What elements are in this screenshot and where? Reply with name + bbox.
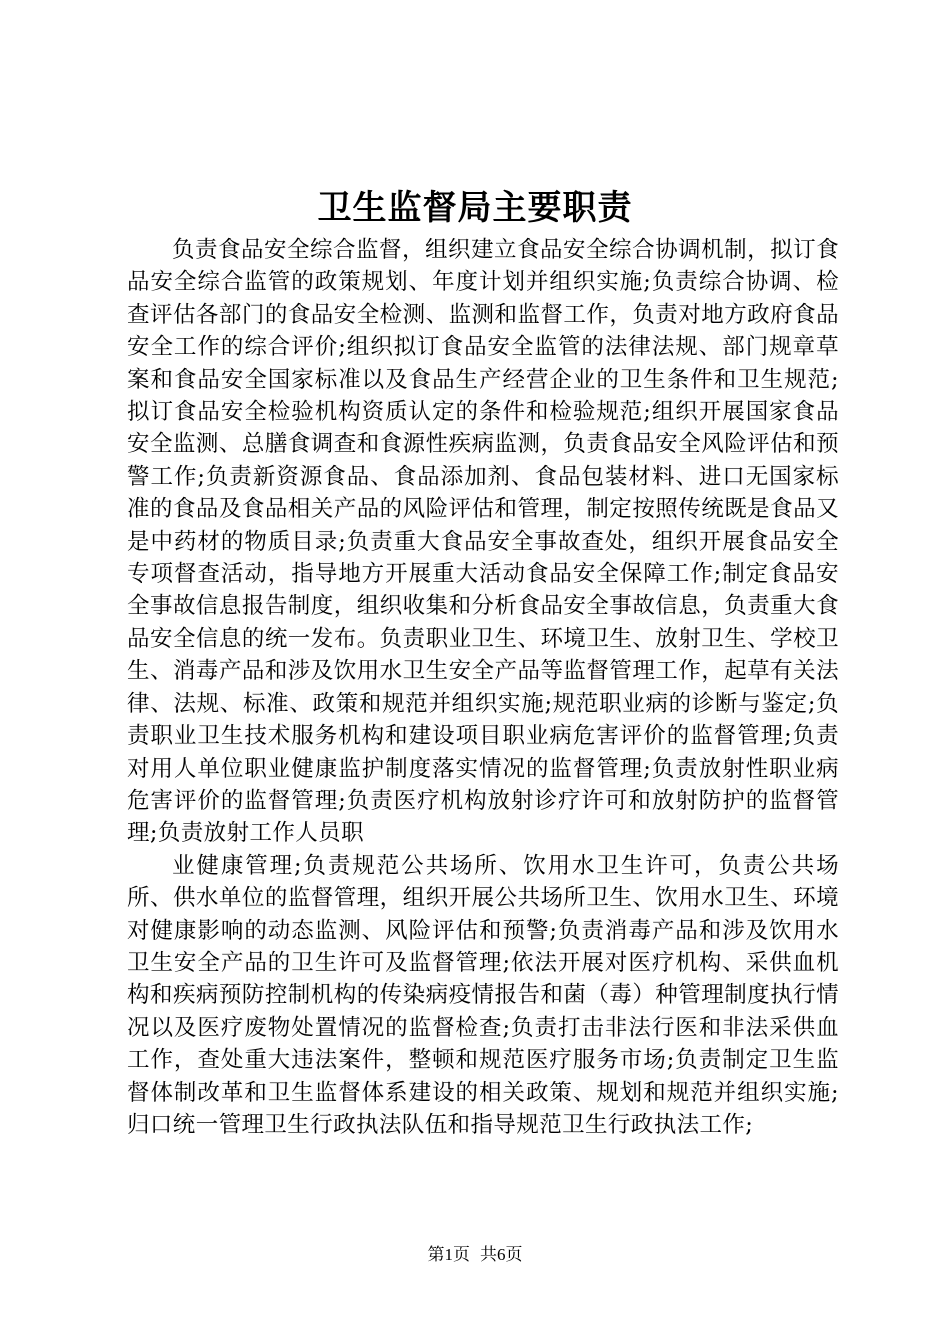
document-body	[127, 234, 839, 1141]
page-total: 共6页	[480, 1245, 523, 1264]
body-paragraph-2: 业健康管理;负责规范公共场所、饮用水卫生许可，负责公共场所、供水单位的监督管理，组织开展公共场所卫生、饮用水卫生、环境对健康影响的动态监测、风险评估和预警;负责消毒产品和涉及饮用水卫生安全产品的卫生许可及监督管理;依法开展对医疗机构、采供血机构和疾病预防控制机构的传染病疫情报告和菌（毒）种管理制度执行情况以及医疗废物处置情况的监督检查;负责打击非法行医和非法采供血工作，查处重大违法案件，整顿和规范医疗服务市场;负责制定卫生监督体制改革和卫生监督体系建设的相关政策、规划和规范并组织实施;归口统一管理卫生行政执法队伍和指导规范卫生行政执法工作;	[127, 852, 839, 1138]
page-number: 第1页	[427, 1245, 470, 1264]
document-title: 卫生监督局主要职责	[317, 188, 633, 228]
page-footer	[0, 1243, 950, 1267]
body-paragraph-1: 负责食品安全综合监督，组织建立食品安全综合协调机制，拟订食品安全综合监管的政策规划、年度计划并组织实施;负责综合协调、检查评估各部门的食品安全检测、监测和监督工作，负责对地方政府食品安全工作的综合评价;组织拟订食品安全监管的法律法规、部门规章草案和食品安全国家标准以及食品生产经营企业的卫生条件和卫生规范;拟订食品安全检验机构资质认定的条件和检验规范;组织开展国家食品安全监测、总膳食调查和食源性疾病监测，负责食品安全风险评估和预警工作;负责新资源食品、食品添加剂、食品包装材料、进口无国家标准的食品及食品相关产品的风险评估和管理，制定按照传统既是食品又是中药材的物质目录;负责重大食品安全事故查处，组织开展食品安全专项督查活动，指导地方开展重大活动食品安全保障工作;制定食品安全事故信息报告制度，组织收集和分析食品安全事故信息，负责重大食品安全信息的统一发布。负责职业卫生、环境卫生、放射卫生、学校卫生、消毒产品和涉及饮用水卫生安全产品等监督管理工作，起草有关法律、法规、标准、政策和规范并组织实施;规范职业病的诊断与鉴定;负责职业卫生技术服务机构和建设项目职业病危害评价的监督管理;负责对用人单位职业健康监护制度落实情况的监督管理;负责放射性职业病危害评价的监督管理;负责医疗机构放射诊疗许可和放射防护的监督管理;负责放射工作人员职	[127, 237, 839, 847]
